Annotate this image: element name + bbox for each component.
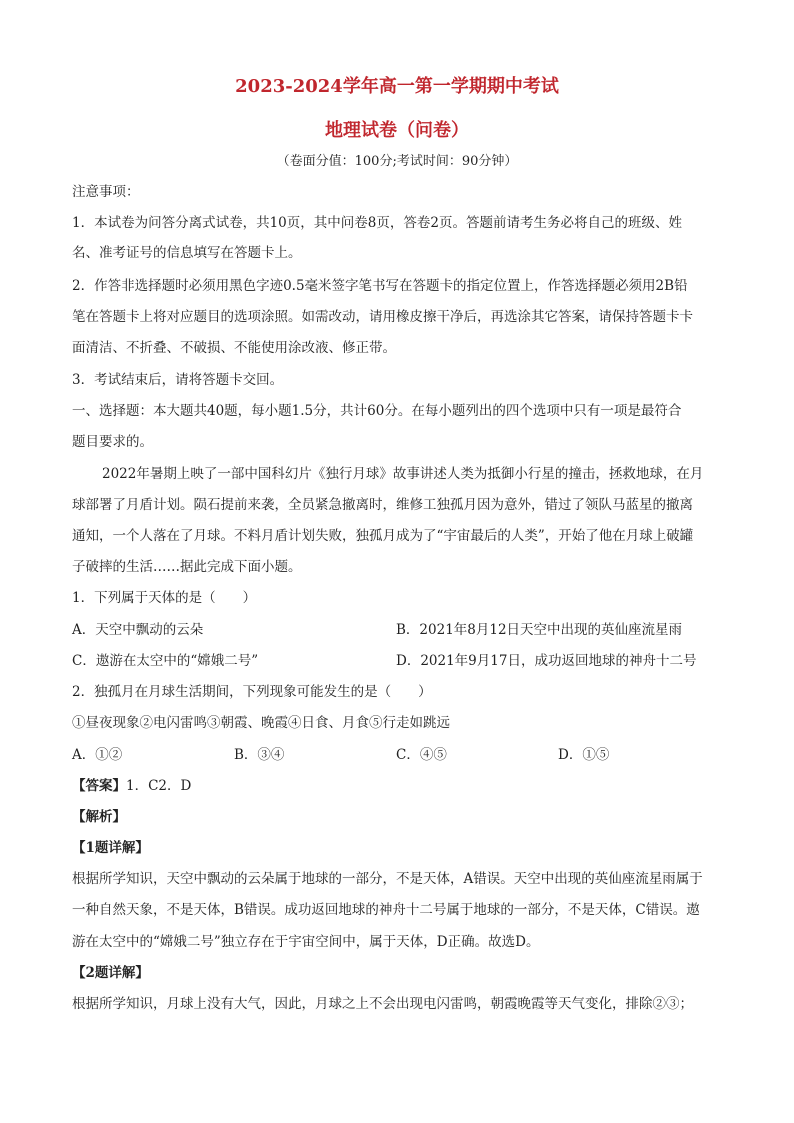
detail-1-line-1: 根据所学知识，天空中飘动的云朵属于地球的一部分，不是天体，A错误。天空中出现的英仙座流星雨属于 — [72, 871, 703, 887]
detail-1-label: 【1题详解】 — [72, 840, 149, 856]
question-1-option-c: C．遨游在太空中的“嫦娥二号” — [72, 653, 259, 669]
answer-label: 【答案】 — [72, 778, 126, 794]
notice-heading: 注意事项： — [72, 184, 140, 200]
question-2-stem: 2．独孤月在月球生活期间，下列现象可能发生的是（ ） — [72, 684, 432, 700]
passage-line-2: 球部署了月盾计划。陨石提前来袭，全员紧急撤离时，维修工独孤月因为意外，错过了领队马蓝星的撤离 — [72, 497, 693, 513]
notice-item-1-line-2: 名、准考证号的信息填写在答题卡上。 — [72, 245, 302, 261]
answer-value: 1．C2．D — [126, 778, 192, 794]
passage-line-1: 2022年暑期上映了一部中国科幻片《独行月球》故事讲述人类为抵御小行星的撞击，拯救地球，在月 — [102, 466, 704, 482]
question-1-stem: 1．下列属于天体的是（ ） — [72, 590, 257, 606]
question-2-option-b: B．③④ — [234, 747, 285, 763]
analysis-label: 【解析】 — [72, 809, 126, 825]
exam-title: 2023-2024学年高一第一学期期中考试 — [235, 76, 559, 97]
detail-2-line-1: 根据所学知识，月球上没有大气，因此，月球之上不会出现电闪雷鸣，朝霞晚霞等天气变化，排除②③； — [72, 996, 693, 1012]
question-2-items: ①昼夜现象②电闪雷鸣③朝霞、晚霞④日食、月食⑤行走如跳远 — [72, 715, 450, 731]
detail-2-label: 【2题详解】 — [72, 965, 149, 981]
detail-1-line-2: 一种自然天象，不是天体，B错误。成功返回地球的神舟十二号属于地球的一部分，不是天体，C错误。遨 — [72, 902, 700, 918]
question-1-option-a: A．天空中飘动的云朵 — [72, 622, 204, 638]
notice-item-3: 3．考试结束后，请将答题卡交回。 — [72, 372, 284, 388]
question-2-option-c: C．④⑤ — [396, 747, 447, 763]
section-1-line-2: 题目要求的。 — [72, 434, 153, 450]
exam-info: （卷面分值：100分;考试时间：90分钟） — [276, 154, 518, 169]
passage-line-4: 子破摔的生活……据此完成下面小题。 — [72, 559, 302, 575]
answer-line — [72, 776, 724, 796]
question-2-option-a: A．①② — [72, 747, 123, 763]
section-1-line-1: 一、选择题：本大题共40题，每小题1.5分，共计60分。在每小题列出的四个选项中只有一项是最符合 — [72, 403, 682, 419]
exam-subtitle: 地理试卷（问卷） — [325, 120, 469, 141]
question-2-option-d: D．①⑤ — [558, 747, 610, 763]
question-1-option-b: B．2021年8月12日天空中出现的英仙座流星雨 — [396, 622, 683, 638]
question-1-option-d: D．2021年9月17日，成功返回地球的神舟十二号 — [396, 653, 697, 669]
passage-line-3: 通知，一个人落在了月球。不料月盾计划失败，独孤月成为了“宇宙最后的人类”，开始了他在月球上破罐 — [72, 528, 694, 544]
notice-item-2-line-2: 笔在答题卡上将对应题目的选项涂照。如需改动，请用橡皮擦干净后，再选涂其它答案，请保持答题卡卡 — [72, 309, 693, 325]
detail-1-line-3: 游在太空中的“嫦娥二号”独立存在于宇宙空间中，属于天体，D正确。故选D。 — [72, 934, 540, 950]
notice-item-2-line-1: 2．作答非选择题时必须用黑色字迹0.5毫米签字笔书写在答题卡的指定位置上，作答选择题必须用2B铅 — [72, 278, 688, 294]
notice-item-1-line-1: 1．本试卷为问答分离式试卷，共10页，其中问卷8页，答卷2页。答题前请考生务必将自己的班级、姓 — [72, 215, 682, 231]
notice-item-2-line-3: 面清洁、不折叠、不破损、不能使用涂改液、修正带。 — [72, 340, 396, 356]
